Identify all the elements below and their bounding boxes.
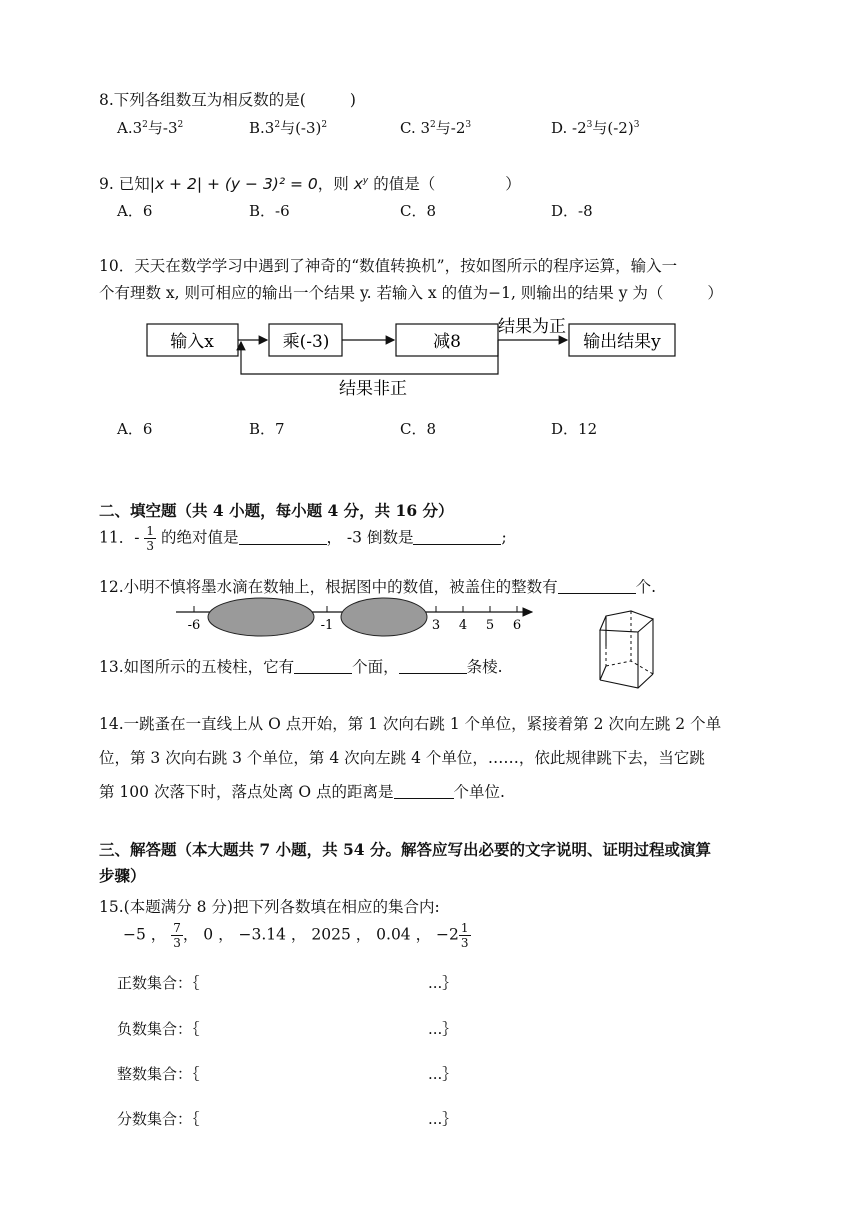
q8-option-b: $B.3^2$与$(-3)^2$: [249, 119, 328, 137]
set-negative-label: 负数集合：｛: [117, 1020, 200, 1038]
tick-label: -1: [320, 618, 334, 633]
q14-line2: 位，第 3 次向右跳 3 个单位，第 4 次向左跳 4 个单位，……，依此规律跳下去，当它跳: [99, 749, 705, 767]
tick-label: 3: [431, 618, 441, 633]
section-2-title: 二、填空题（共 4 小题，每小题 4 分，共 16 分）: [99, 501, 454, 520]
q15-fraction-1-3: $\frac{1}{3}$: [460, 921, 469, 950]
flow-positive-label: 结果为正: [498, 317, 566, 337]
q10-option-c: C．8: [400, 420, 437, 438]
q14-line1: 14.一跳蚤在一直线上从 O 点开始，第 1 次向右跳 1 个单位，紧接着第 2 次向左跳 2 个单: [99, 715, 722, 733]
q11-stem: 11．- $\frac{1}{3}$ 的绝对值是 ， -3 倒数是 ;: [99, 524, 507, 553]
q10-line2: 个有理数 x, 则可相应的输出一个结果 y. 若输入 x 的值为−1, 则输出的结果 y 为（ ）: [99, 284, 723, 302]
number-line: [170, 595, 540, 640]
q12-stem: 12.小明不慎将墨水滴在数轴上，根据图中的数值，被盖住的整数有 个.: [99, 578, 657, 596]
flow-multiply-label: 乘(-3): [282, 332, 330, 352]
ink-blot-left: [208, 598, 314, 636]
set-positive-label: 正数集合：｛: [117, 974, 200, 992]
q10-option-b: B．7: [249, 420, 285, 438]
set-fraction-label: 分数集合：｛: [117, 1110, 200, 1128]
q9-option-a: A．6: [117, 202, 153, 220]
flow-subtract-label: 减8: [433, 332, 461, 352]
set-fraction-end: ...｝: [428, 1110, 458, 1128]
section-3-title-line2: 步骤）: [99, 866, 146, 885]
flowchart: [140, 310, 680, 405]
tick-label: 5: [485, 618, 495, 633]
q9-option-b: B．-6: [249, 202, 290, 220]
q10-option-a: A．6: [117, 420, 153, 438]
q8-stem: 8.下列各组数互为相反数的是( ): [99, 91, 356, 109]
tick-label: 4: [458, 618, 468, 633]
q11-fraction: $\frac{1}{3}$: [146, 524, 155, 553]
set-integer-label: 整数集合：｛: [117, 1065, 200, 1083]
q13-stem: 13.如图所示的五棱柱，它有 个面， 条棱.: [99, 658, 503, 676]
q14-blank[interactable]: [394, 784, 454, 799]
ink-blot-right: [341, 598, 427, 636]
q14-line3: 第 100 次落下时，落点处离 O 点的距离是 个单位.: [99, 783, 505, 801]
q10-line1: 10．天天在数学学习中遇到了神奇的“数值转换机”，按如图所示的程序运算，输入一: [99, 257, 678, 275]
tick-label: -6: [187, 618, 201, 633]
q11-blank-2[interactable]: [413, 530, 501, 545]
q15-numbers: −5 ， $\frac{7}{3}$ ， 0 ， −3.14 ， 2025 ， 0.04 ， −2 $\frac{1}{3}$: [123, 921, 469, 950]
q8-option-a: $A.3^2$与$-3^2$: [117, 119, 184, 137]
q13-blank-edges[interactable]: [399, 659, 467, 674]
q9-stem: 9. 已知|x + 2| + (y − 3)² = 0，则 $x^y$ 的值是（ ）: [99, 175, 521, 193]
q9-option-c: C．8: [400, 202, 437, 220]
q9-option-d: D．-8: [551, 202, 593, 220]
flow-non-positive-label: 结果非正: [339, 379, 407, 399]
q15-stem: 15.(本题满分 8 分)把下列各数填在相应的集合内:: [99, 898, 440, 916]
q13-blank-faces[interactable]: [294, 659, 352, 674]
pentagonal-prism-figure: [580, 608, 680, 700]
set-positive-end: ...｝: [428, 974, 458, 992]
q15-fraction-7-3: $\frac{7}{3}$: [173, 921, 181, 950]
tick-label: 6: [512, 618, 522, 633]
set-integer-end: ...｝: [428, 1065, 458, 1083]
section-3-title-line1: 三、解答题（本大题共 7 小题，共 54 分。解答应写出必要的文字说明、证明过程或演算: [99, 840, 711, 859]
q8-option-c: C. $3^2$与$-2^3$: [400, 119, 472, 137]
q12-blank[interactable]: [558, 579, 636, 594]
set-negative-end: ...｝: [428, 1020, 458, 1038]
q10-option-d: D．12: [551, 420, 598, 438]
flow-output-label: 输出结果y: [583, 332, 661, 352]
q8-option-d: D. $-2^3$与$(-2)^3$: [551, 119, 640, 137]
q11-blank-1[interactable]: [239, 530, 327, 545]
flow-input-label: 输入x: [170, 332, 214, 352]
